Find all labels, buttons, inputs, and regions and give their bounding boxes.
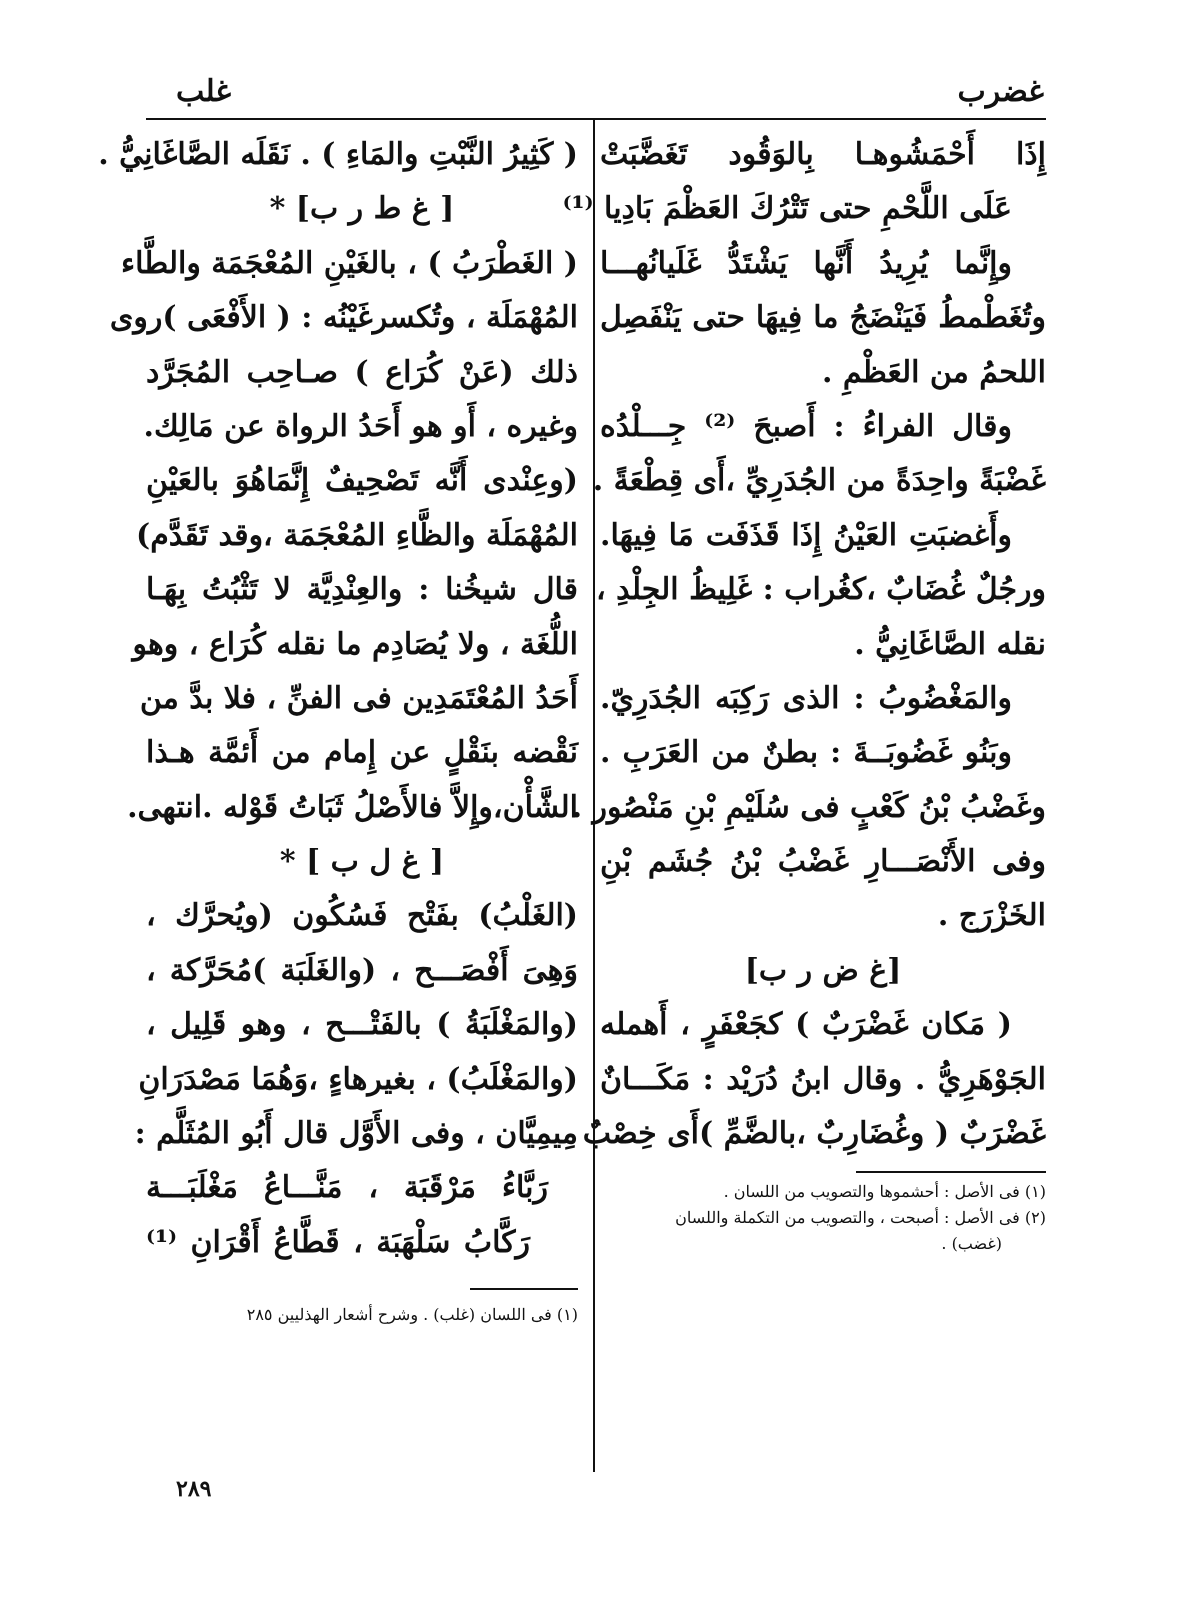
poem-line: رَبَّاءُ مَرْقَبَة ، مَنَّـــاعُ مَغْلَبَـــة xyxy=(146,1170,548,1206)
text-line: الجَوْهَرِيُّ . وقال ابنُ دُرَيْد : مَكَـــانٌ xyxy=(600,1061,1046,1097)
text-line: ذلك (عَنْ كُرَاع ) صـاحِب المُجَرَّد xyxy=(146,354,578,390)
header-entry-left: غلب xyxy=(176,74,232,109)
entry-heading: [ غ ل ب ] * xyxy=(279,844,445,880)
text-line: غَضْرَبٌ ( وغُضَارِبٌ ،بالضَّمِّ )أَى خِصْبٌ xyxy=(582,1116,1046,1152)
text-line: الخَزْرَج . xyxy=(937,898,1046,934)
text-line: وتُغَطْمطُ فَيَنْضَجُ ما فِيهَا حتى يَنْفَصِل xyxy=(600,300,1046,336)
text-line: (والمَغْلَبَةُ ) بالفَتْـــح ، وهو قَلِيل ، xyxy=(146,1007,578,1043)
text-line: وغَضْبُ بْنُ كَعْبٍ فى سُلَيْمِ بْنِ مَنْصُور . xyxy=(571,789,1046,825)
entry-heading: [غ ض ر ب] xyxy=(744,952,902,988)
header-entry-right: غضرب xyxy=(957,74,1044,109)
right-column xyxy=(562,128,1046,1257)
text-line: (الغَلْبُ) بفَتْح فَسُكُون (ويُحرَّك ، xyxy=(146,898,578,934)
header-rule xyxy=(146,118,1046,120)
text-line: أَحَدُ المُعْتَمَدِين فى الفنِّ ، فلا بدَّ من xyxy=(139,680,578,716)
text-line: والمَغْضُوبُ : الذى رَكِبَه الجُدَرِيّ. xyxy=(600,680,1012,716)
left-column xyxy=(98,128,578,1328)
text-line: مِيمِيَّان ، وفى الأَوَّل قال أَبُو المُثَلَّم : xyxy=(134,1116,578,1152)
footnote: (١) فى اللسان (غلب) . وشرح أشعار الهذليين ٢٨٥ xyxy=(246,1305,578,1325)
footnote-continuation: (غضب) . xyxy=(941,1234,1002,1254)
text-line: وقال الفراءُ : أَصبحَ ⁽²⁾ جِـــلْدُه xyxy=(600,408,1012,444)
text-line: وغيره ، أَو هو أَحَدُ الرواة عن مَالِك. xyxy=(143,408,578,444)
text-line: غَضْبَةً واحِدَةً من الجُدَرِيِّ ،أَى قِطْعَةً . xyxy=(592,463,1046,499)
text-line: ( كَثِيرُ النَّبْتِ والمَاءِ ) . نَقَلَه الصَّاغَانِيُّ . xyxy=(98,137,578,172)
text-line: وبَنُو غَضُوبَــةَ : بطنٌ من العَرَبِ . xyxy=(600,735,1012,771)
text-line: الشَّأْن،وإِلاَّ فالأَصْلُ ثَبَاتُ قَوْله .انتهى. xyxy=(127,789,578,825)
text-line: عَلَى اللَّحْمِ حتى تَتْرُكَ العَظْمَ بَادِيا ⁽¹⁾ xyxy=(562,191,1012,227)
poem-line: رَكَّابُ سَلْهَبَة ، قَطَّاعُ أَقْرَانِ ⁽¹⁾ xyxy=(146,1224,530,1260)
text-line: وَهِىَ أَفْصَـــح ، (والغَلَبَة )مُحَرَّكة ، xyxy=(146,952,578,988)
footnote: (١) فى الأصل : أحشموها والتصويب من اللسان . xyxy=(723,1182,1046,1202)
text-line: المُهْمَلَة والظَّاءِ المُعْجَمَة ،وقد تَقَدَّم) xyxy=(136,517,578,553)
text-line: اللحمُ من العَظْمِ . xyxy=(822,354,1046,390)
text-line: وإِنَّما يُرِيدُ أَنَّها يَشْتَدُّ غَلَيانُهـــا xyxy=(600,245,1012,281)
text-line: وفى الأَنْصَـــارِ غَضْبُ بْنُ جُشَم بْنِ xyxy=(600,844,1046,880)
text-line: نقله الصَّاغَانِيُّ . xyxy=(854,626,1046,662)
text-line: نَقْضه بنَقْلٍ عن إِمام من أَئمَّة هـذا xyxy=(146,735,578,771)
text-line: ( مَكان غَضْرَبٌ ) كجَعْفَرٍ ، أَهمله xyxy=(600,1007,1012,1043)
entry-heading: [ غ ط ر ب] * xyxy=(269,191,455,227)
text-line: وأَغضبَتِ العَيْنُ إِذَا قَذَفَت مَا فِيهَا. xyxy=(600,517,1012,553)
footnote: (٢) فى الأصل : أصبحت ، والتصويب من التكملة واللسان xyxy=(675,1208,1046,1228)
page-number: ٢٨٩ xyxy=(176,1476,212,1502)
footnote-rule xyxy=(470,1288,578,1290)
text-line: قال شيخُنا : والعِنْدِيَّة لا تَثْبُتُ بِهَـا xyxy=(146,572,578,608)
text-line: إِذَا أَحْمَشُوهـا بِالوَقُود تَغَضَّبَتْ xyxy=(600,137,1046,172)
text-line: اللُّغَة ، ولا يُصَادِم ما نقله كُرَاع ، وهو xyxy=(132,626,578,662)
text-line: (والمَغْلَبُ) ، بغيرهاءٍ ،وَهُمَا مَصْدَرَانِ xyxy=(138,1061,578,1097)
text-line: المُهْمَلَة ، وتُكسرغَيْنُه : ( الأَفْعَى )روى xyxy=(109,300,578,336)
text-line: (وعِنْدى أَنَّه تَصْحِيفٌ إِنَّمَاهُوَ بالعَيْنِ xyxy=(146,463,578,499)
text-line: ( الغَطْرَبُ ) ، بالغَيْنِ المُعْجَمَة والطَّاء xyxy=(121,245,578,281)
text-line: ورجُلٌ غُضَابٌ ،كغُراب : غَلِيظُ الجِلْدِ ، xyxy=(596,572,1046,608)
footnote-rule xyxy=(856,1171,1046,1173)
